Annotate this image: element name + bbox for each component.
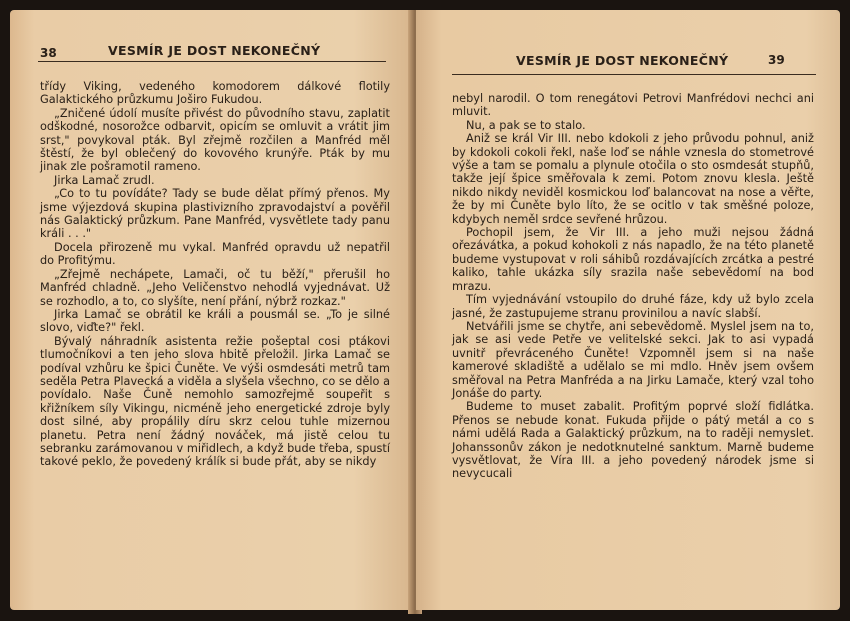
paragraph: nebyl narodil. O tom renegátovi Petrovi Manfrédovi nechci ani mluvit. bbox=[452, 92, 814, 119]
paragraph: Netvářili jsme se chytře, ani sebevědomě. Myslel jsem na to, jak se asi vede Petře ve velitelské sekci. Jak to asi vypadá uvnitř převráceného Čuněte! Vzpomněl jsem si na naše kamerové skladiště a udělalo se mi mdlo. Hněv jsem ovšem směřoval na Petra Manfréda a na Jirku Lamače, který vzal toho Jonáše do party. bbox=[452, 319, 814, 400]
paragraph: Aniž se král Vir III. nebo kdokoli z jeho průvodu pohnul, aniž by kdokoli cokoli řekl, naše loď se náhle vznesla do stometrové výše a tam se pomalu a plynule otočila o sto osmdesát stupňů, takže její špice směřovala k zemi. Potom znovu klesla. Ještě nikdo nikdy neviděl kosmickou loď balancovat na nose a věřte, že by mi Čuněte bylo líto, že se ocitlo v tak směšné poloze, kdybych neměl srdce sevřené hrůzou. bbox=[452, 132, 814, 226]
paragraph: „Zničené údolí musíte přivést do původního stavu, zaplatit odškodné, nosorožce odbarvit, opicím se omluvit a vrátit jim srst," povykoval pták. Byl zřejmě rozčilen a Manfréd měl štěstí, že byl oblečený do kovového krunýře. Pták by mu jinak zle pošramotil rameno. bbox=[40, 106, 390, 174]
page-body bbox=[452, 92, 814, 481]
paragraph: „Zřejmě nechápete, Lamači, oč tu běží," přerušil ho Manfréd chladně. „Jeho Veličenstvo nehodlá vyjednávat. Už se rozhodlo, a to, co slyšíte, není přání, nýbrž rozkaz." bbox=[40, 267, 390, 308]
right-page bbox=[416, 10, 840, 610]
paragraph: Bývalý náhradník asistenta režie pošeptal cosi ptákovi tlumočníkovi a ten jeho slova hbitě přeložil. Jirka Lamač se podíval vzhůru ke špici Čuněte. Ve výši osmdesáti metrů tam seděla Petra Plavecká a viděla a slyšela všechno, co se dělo a povídalo. Naše Čuně nemohlo samozřejmě soupeřit s křižníkem síly Vikingu, nicméně jeho energetické zdroje byly dost silné, aby propálily díru skrz celou tuhle mizernou planetu. Petra není žádný nováček, má jistě celou tu sebranku zarámovanou v miřidlech, a když bude třeba, spustí takové peklo, že povedený králík si bude přát, aby se nikdy bbox=[40, 334, 390, 469]
paragraph: Budeme to muset zabalit. Profitým poprvé složí fidlátka. Přenos se nebude konat. Fukuda přijde o pátý metál a co s námi udělá Rada a Galaktický průzkum, na to raději nemyslet. Johanssonův zákon je nedotknutelné sanktum. Marně budeme vysvětlovat, že Víra III. a jeho povedený národek jsme si nevycucali bbox=[452, 400, 814, 481]
paragraph: Pochopil jsem, že Vir III. a jeho muži nejsou žádná ořezávátka, a pokud kohokoli z nás napadlo, že na této planetě budeme vystupovat v roli sáhibů rozdávajících zrcátka a pestré kaliko, tahle ukázka síly srazila naše sebevědomí na bod mrazu. bbox=[452, 226, 814, 293]
page-number: 38 bbox=[40, 46, 57, 60]
page-number: 39 bbox=[768, 53, 785, 67]
running-header: VESMÍR JE DOST NEKONEČNÝ bbox=[516, 53, 729, 68]
page-body bbox=[40, 80, 390, 469]
open-book bbox=[4, 10, 844, 614]
header-rule bbox=[452, 74, 816, 75]
paragraph: Jirka Lamač zrudl. bbox=[54, 173, 155, 187]
paragraph: Docela přirozeně mu vykal. Manfréd opravdu už nepatřil do Profitýmu. bbox=[40, 240, 390, 268]
header-rule bbox=[38, 61, 386, 62]
paragraph: Jirka Lamač se obrátil ke králi a pousmál se. „To je silné slovo, viďte?" řekl. bbox=[40, 307, 390, 335]
running-header: VESMÍR JE DOST NEKONEČNÝ bbox=[108, 43, 321, 58]
paragraph: třídy Viking, vedeného komodorem dálkové flotily Galaktického průzkumu Joširo Fukudou. bbox=[40, 80, 390, 107]
paragraph: Tím vyjednávání vstoupilo do druhé fáze, kdy už bylo zcela jasné, že zastupujeme stranu provinilou a navíc slabší. bbox=[452, 293, 814, 320]
left-page bbox=[10, 10, 414, 610]
paragraph: Nu, a pak se to stalo. bbox=[466, 118, 586, 132]
paragraph: „Co to tu povídáte? Tady se bude dělat přímý přenos. My jsme výjezdová skupina plastivizního zpravodajství a pověřil nás Galaktický průzkum. Pane Manfréd, vysvětlete tady panu králi . . ." bbox=[40, 187, 390, 241]
